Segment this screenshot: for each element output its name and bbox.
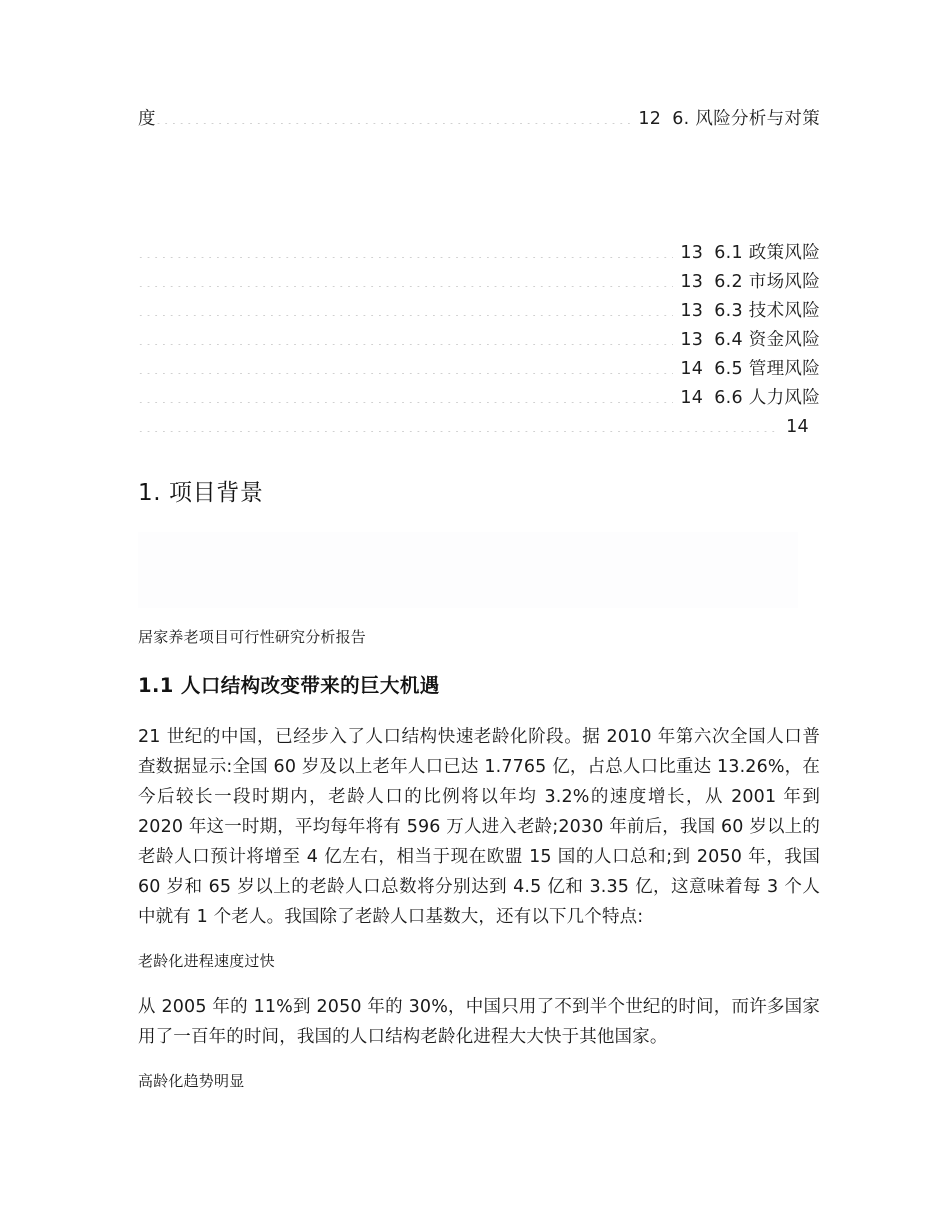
point-title-advanced-aging: 高龄化趋势明显 xyxy=(138,1072,245,1090)
toc-page-number: 14 xyxy=(680,359,704,379)
toc-next-entry-title: 6.1 政策风险 xyxy=(714,243,820,263)
toc-page-number: 13 xyxy=(680,243,704,263)
toc-leader-dots xyxy=(156,107,632,125)
toc-leader-dots xyxy=(138,357,673,375)
blank-scan-band xyxy=(138,532,798,608)
page-content-column xyxy=(138,0,820,1092)
toc-entry[interactable] xyxy=(138,239,820,268)
toc-leader-dots xyxy=(138,415,779,433)
section-heading-project-background: 1. 项目背景 xyxy=(138,480,264,506)
toc-page-number: 14 xyxy=(786,417,809,437)
toc-leader-dots xyxy=(138,270,673,288)
toc-entry[interactable] xyxy=(138,355,820,384)
toc-next-entry-title: 6. 风险分析与对策 xyxy=(672,109,820,129)
table-of-contents xyxy=(138,0,820,442)
report-title-line: 居家养老项目可行性研究分析报告 xyxy=(138,628,367,646)
toc-page-number: 13 xyxy=(680,301,704,321)
toc-entry[interactable] xyxy=(138,0,820,239)
toc-entry[interactable] xyxy=(138,326,820,355)
toc-next-entry-title: 6.3 技术风险 xyxy=(714,301,820,321)
paragraph-aging-speed: 从 2005 年的 11%到 2050 年的 30%，中国只用了不到半个世纪的时间，而许多国家用了一百年的时间，我国的人口结构老龄化进程大大快于其他国家。 xyxy=(138,997,820,1047)
toc-page-number: 13 xyxy=(680,330,704,350)
toc-entry[interactable] xyxy=(138,413,820,442)
toc-leader-dots xyxy=(138,386,673,404)
toc-leader-dots xyxy=(138,299,673,317)
toc-leader-dots xyxy=(138,241,673,259)
paragraph-population-structure: 21 世纪的中国，已经步入了人口结构快速老龄化阶段。据 2010 年第六次全国人口普查数据显示:全国 60 岁及以上老年人口已达 1.7765 亿，占总人口比重达 13.26%，在今后较长一段时期内，老龄人口的比例将以年均 3.2%的速度增长，从 2001 年到 2020 年这一时期，平均每年将有 596 万人进入老龄;2030 年前后，我国 60 岁以上的老龄人口预计将增至 4 亿左右，相当于现在欧盟 15 国的人口总和;到 2050 年，我国 60 岁和 65 岁以上的老龄人口总数将分别达到 4.5 亿和 3.35 亿，这意味着每 3 个人中就有 1 个老人。我国除了老龄人口基数大，还有以下几个特点: xyxy=(138,727,820,927)
toc-next-entry-title: 6.6 人力风险 xyxy=(714,388,820,408)
toc-next-entry-title: 6.4 资金风险 xyxy=(714,330,820,350)
toc-next-entry-title: 6.5 管理风险 xyxy=(714,359,820,379)
toc-entry[interactable] xyxy=(138,384,820,413)
toc-page-number: 13 xyxy=(680,272,704,292)
toc-entry[interactable] xyxy=(138,297,820,326)
toc-entry-label: 度 xyxy=(138,109,156,129)
point-title-aging-speed: 老龄化进程速度过快 xyxy=(138,952,275,970)
subheading-1-1: 1.1 人口结构改变带来的巨大机遇 xyxy=(138,674,440,697)
toc-leader-dots xyxy=(138,328,673,346)
toc-next-entry-title: 6.2 市场风险 xyxy=(714,272,820,292)
toc-entry[interactable] xyxy=(138,268,820,297)
toc-page-number: 14 xyxy=(680,388,704,408)
toc-page-number: 12 xyxy=(638,109,662,129)
